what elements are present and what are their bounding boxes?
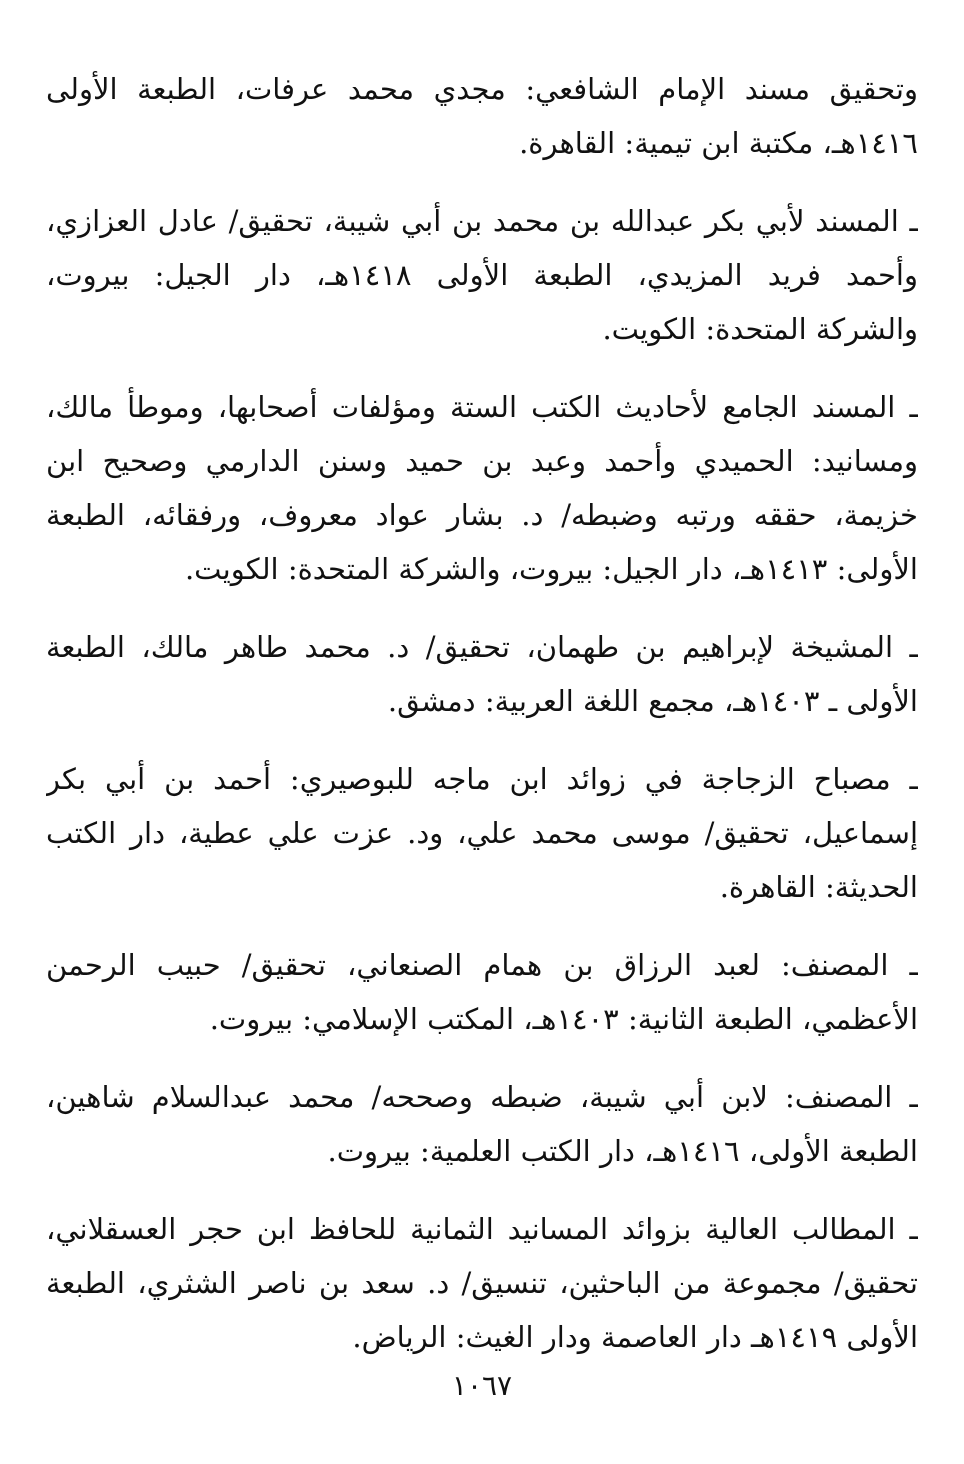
text-line: ومسانيد: الحميدي وأحمد وعبد بن حميد وسنن الدارمي وصحيح ابن — [46, 444, 918, 478]
document-body — [46, 62, 918, 1388]
text-line: الأولى ـ ١٤٠٣هـ، مجمع اللغة العربية: دمشق. — [387, 684, 918, 718]
text-line: خزيمة، حققه ورتبه وضبطه/ د. بشار عواد معروف، ورفقائه، الطبعة — [46, 498, 918, 532]
bibliography-entry — [46, 938, 918, 1046]
text-line: الطبعة الأولى، ١٤١٦هـ، دار الكتب العلمية: بيروت. — [327, 1134, 918, 1168]
text-line: ـ المصنف: لعبد الرزاق بن همام الصنعاني، تحقيق/ حبيب الرحمن — [46, 948, 918, 982]
text-line: وتحقيق مسند الإمام الشافعي: مجدي محمد عرفات، الطبعة الأولى — [46, 72, 918, 106]
bibliography-entry — [46, 620, 918, 728]
bibliography-entry — [46, 62, 918, 170]
bibliography-entry — [46, 380, 918, 596]
page-number: ١٠٦٧ — [451, 1369, 513, 1402]
bibliography-entry — [46, 1070, 918, 1178]
bibliography-entry — [46, 752, 918, 914]
bibliography-entry — [46, 1202, 918, 1364]
text-line: ـ المشيخة لإبراهيم بن طهمان، تحقيق/ د. محمد طاهر مالك، الطبعة — [46, 630, 918, 664]
text-line: ـ المسند الجامع لأحاديث الكتب الستة ومؤلفات أصحابها، وموطأ مالك، — [46, 390, 918, 424]
text-line: ـ المطالب العالية بزوائد المسانيد الثمانية للحافظ ابن حجر العسقلاني، — [46, 1212, 918, 1246]
text-line: إسماعيل، تحقيق/ موسى محمد علي، ود. عزت علي عطية، دار الكتب — [46, 816, 918, 850]
text-line: الأعظمي، الطبعة الثانية: ١٤٠٣هـ، المكتب الإسلامي: بيروت. — [209, 1002, 918, 1036]
text-line: وأحمد فريد المزيدي، الطبعة الأولى ١٤١٨هـ، دار الجيل: بيروت، — [46, 258, 918, 292]
text-line: تحقيق/ مجموعة من الباحثين، تنسيق/ د. سعد بن ناصر الشثري، الطبعة — [46, 1266, 918, 1300]
text-line: الحديثة: القاهرة. — [719, 870, 918, 904]
text-line: ـ مصباح الزجاجة في زوائد ابن ماجه للبوصيري: أحمد بن أبي بكر — [46, 762, 918, 796]
text-line: ـ المصنف: لابن أبي شيبة، ضبطه وصححه/ محمد عبدالسلام شاهين، — [46, 1080, 918, 1114]
text-line: ١٤١٦هـ، مكتبة ابن تيمية: القاهرة. — [519, 126, 918, 160]
text-line: ـ المسند لأبي بكر عبدالله بن محمد بن أبي شيبة، تحقيق/ عادل العزازي، — [46, 204, 918, 238]
bibliography-entry — [46, 194, 918, 356]
text-line: الأولى: ١٤١٣هـ، دار الجيل: بيروت، والشركة المتحدة: الكويت. — [184, 552, 918, 586]
text-line: الأولى ١٤١٩هـ دار العاصمة ودار الغيث: الرياض. — [352, 1320, 918, 1354]
text-line: والشركة المتحدة: الكويت. — [602, 312, 918, 346]
